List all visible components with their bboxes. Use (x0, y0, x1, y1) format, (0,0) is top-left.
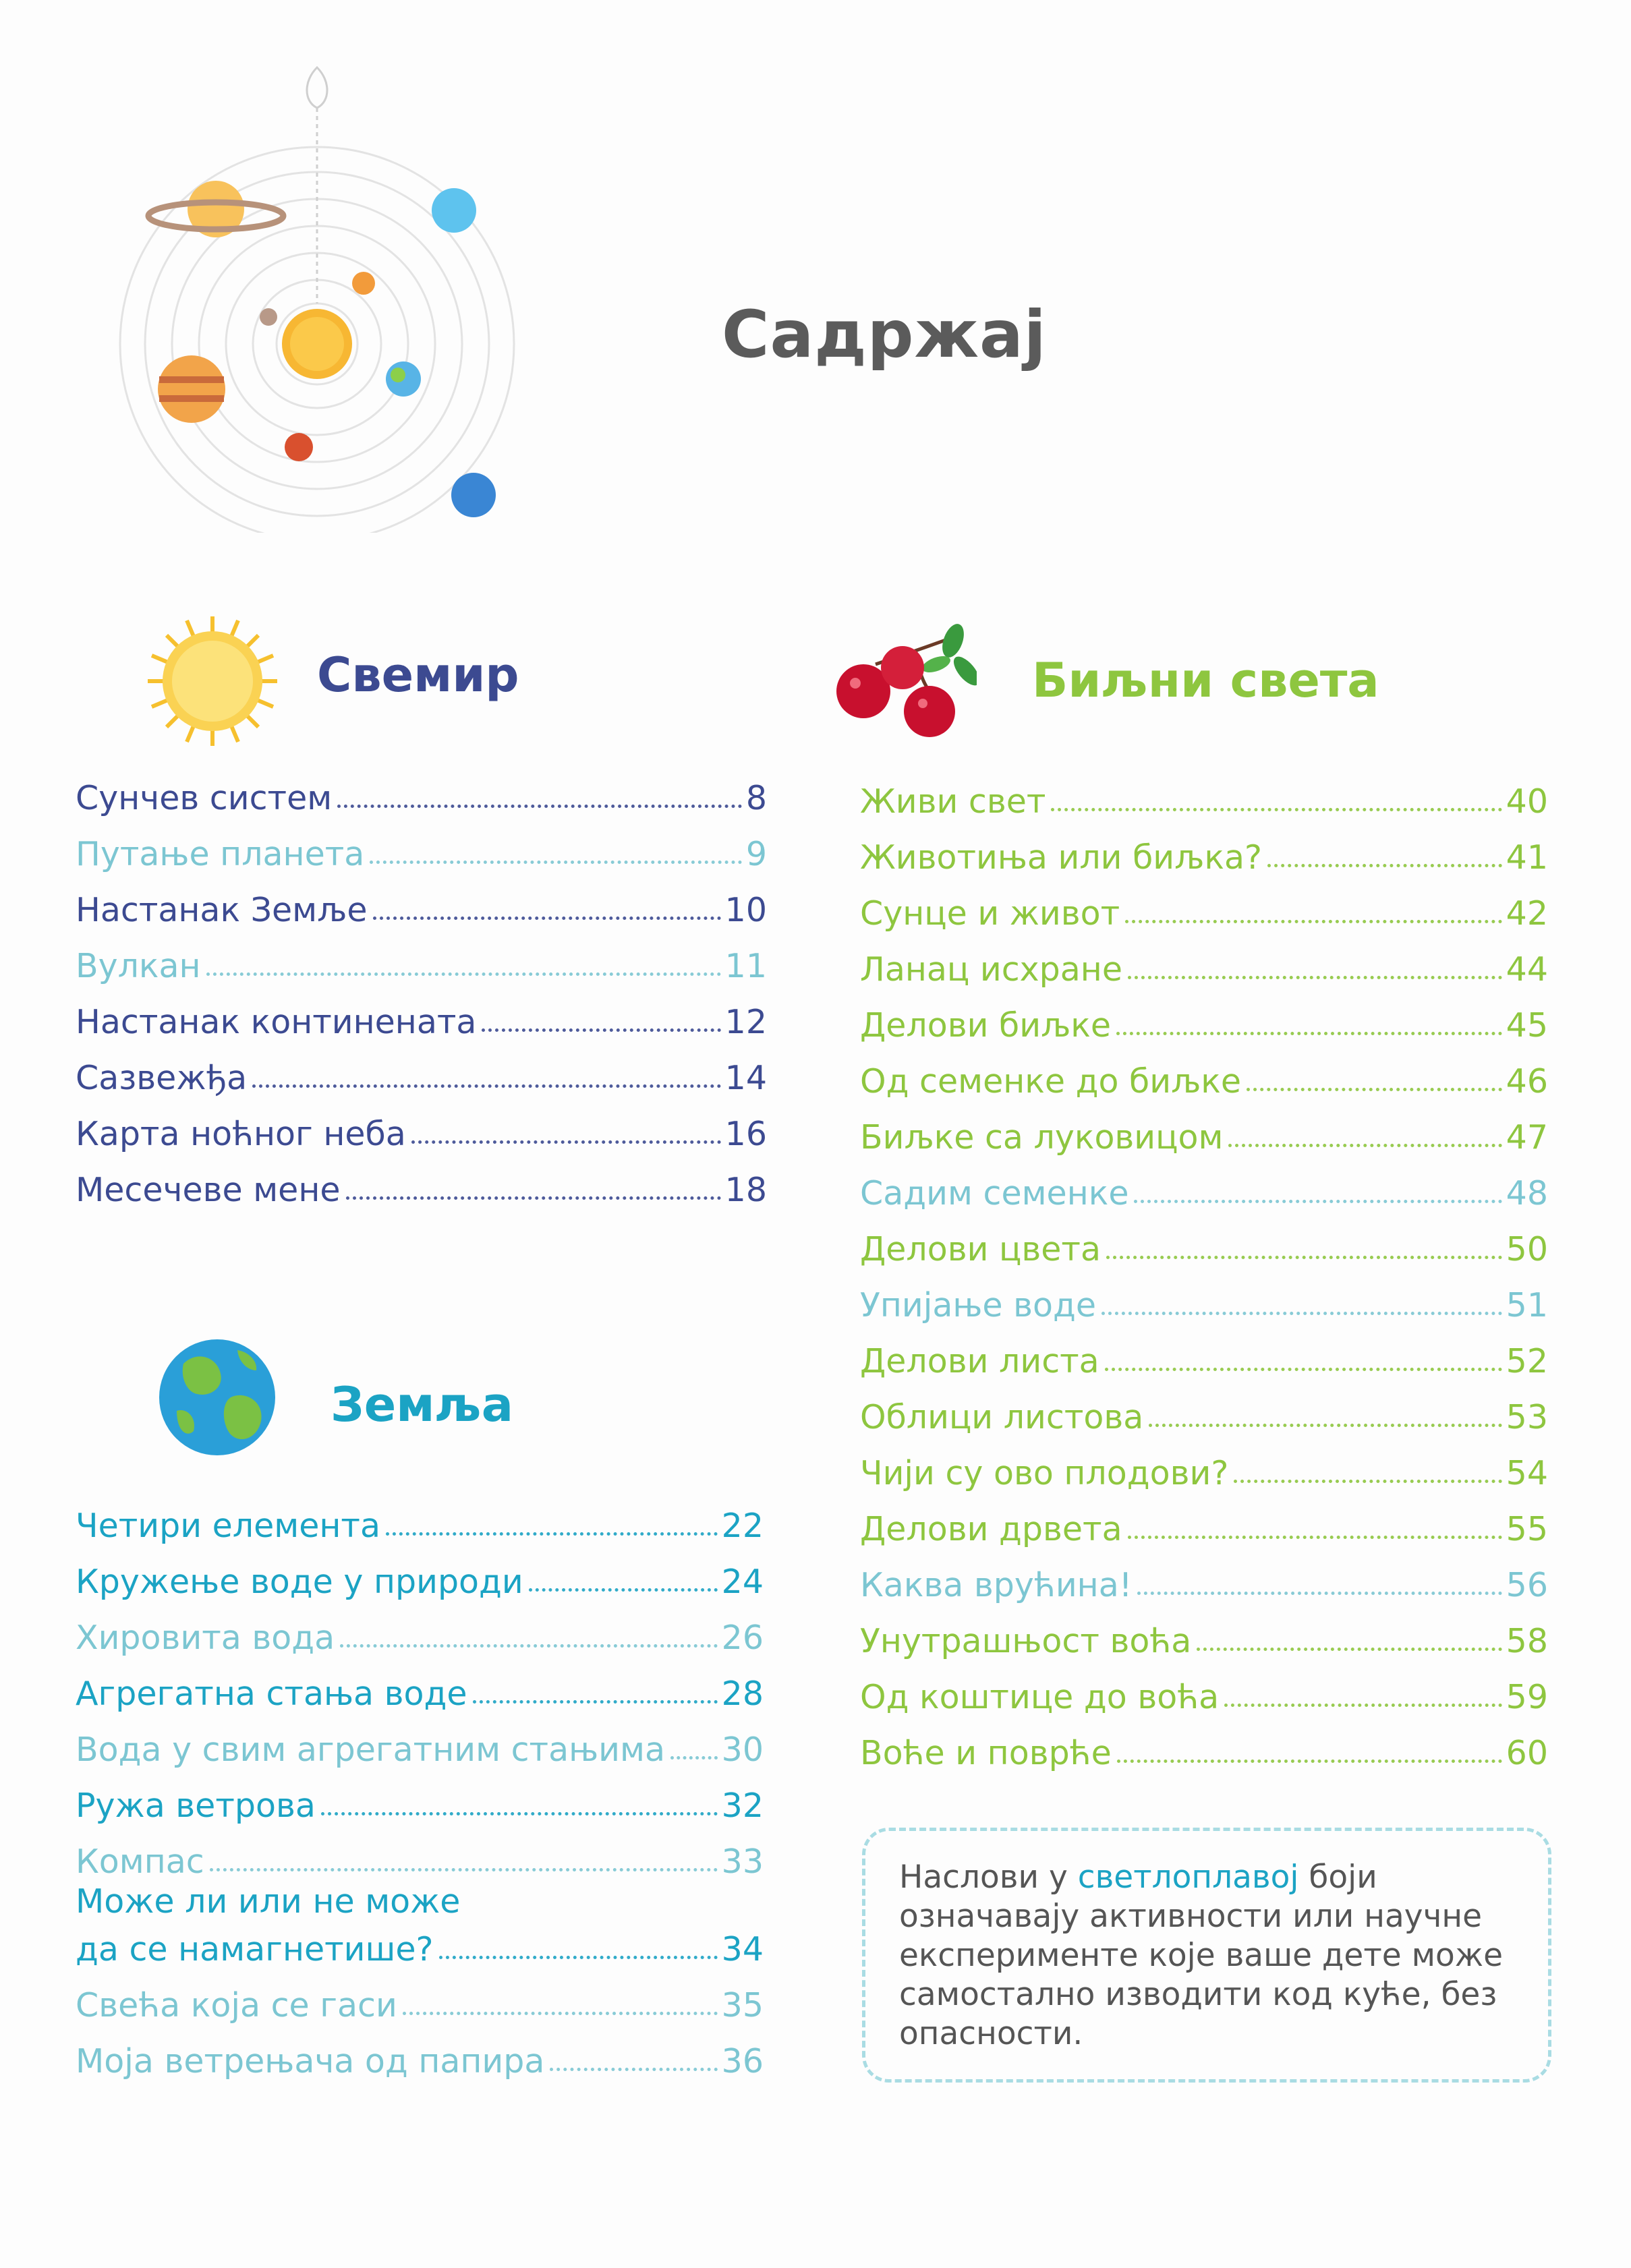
toc-entry-page: 48 (1506, 1174, 1548, 1213)
toc-dot-leader (482, 1028, 720, 1032)
toc-entry[interactable] (76, 1157, 767, 1213)
toc-entry-page: 14 (724, 1059, 767, 1097)
toc-entry[interactable] (860, 937, 1548, 993)
toc-dot-leader (1116, 1032, 1502, 1035)
toc-dot-leader (1247, 1088, 1502, 1091)
note-box (862, 1828, 1551, 2083)
toc-dot-leader (1128, 976, 1502, 979)
toc-entry-page: 35 (721, 1986, 764, 2025)
earth-planet-icon (386, 361, 421, 397)
sun-planet-icon (282, 309, 352, 379)
toc-entry-label: Животиња или биљка? (860, 838, 1262, 877)
toc-entry-label: Делови цвета (860, 1230, 1101, 1269)
toc-dot-leader (346, 1196, 721, 1200)
toc-entry-page: 52 (1506, 1342, 1548, 1380)
toc-entry[interactable] (860, 1105, 1548, 1161)
toc-entry-label: Биљке са луковицом (860, 1118, 1224, 1157)
solar-system-illustration (101, 61, 546, 533)
toc-entry-label: Облици листова (860, 1398, 1144, 1436)
toc-entry-label: Путање планета (76, 835, 365, 873)
toc-entry-page: 44 (1506, 950, 1548, 989)
toc-entry[interactable] (76, 877, 767, 933)
toc-entry[interactable] (76, 1549, 764, 1605)
toc-dot-leader (1134, 1200, 1501, 1203)
toc-entry[interactable] (860, 881, 1548, 937)
toc-entry[interactable] (76, 1605, 764, 1661)
toc-entry-page: 60 (1506, 1734, 1548, 1772)
toc-dot-leader (1106, 1256, 1502, 1259)
toc-entry-label: Свећа која се гаси (76, 1986, 397, 2025)
venus-icon (352, 272, 375, 295)
toc-entry[interactable] (860, 825, 1548, 881)
toc-entry[interactable] (860, 1664, 1548, 1720)
mars-icon (285, 433, 313, 461)
toc-dot-leader (473, 1700, 718, 1704)
toc-entry[interactable] (76, 1773, 764, 1829)
toc-entry-label: Моја ветрењача од папира (76, 2042, 545, 2081)
toc-entry-label: Настанак Земље (76, 891, 368, 929)
toc-dot-leader (386, 1532, 718, 1536)
toc-entry[interactable] (76, 1829, 764, 1885)
toc-entry[interactable] (76, 2029, 764, 2085)
toc-entry-label: Месечеве мене (76, 1171, 341, 1209)
toc-entry-page: 58 (1506, 1622, 1548, 1660)
toc-entry-page: 26 (721, 1619, 764, 1657)
toc-dot-leader (1051, 808, 1501, 811)
toc-entry-page: 55 (1506, 1510, 1548, 1548)
toc-dot-leader (1137, 1592, 1501, 1595)
toc-entry-page: 50 (1506, 1230, 1548, 1269)
toc-dot-leader (1117, 1760, 1502, 1763)
toc-entry-page: 10 (724, 891, 767, 929)
toc-dot-leader (439, 1956, 718, 1959)
toc-entry-label: да се намагнетише? (76, 1930, 434, 1969)
toc-entry-label: Агрегатна стања воде (76, 1675, 467, 1713)
toc-entry-page: 36 (721, 2042, 764, 2081)
plants-section-title: Биљни света (1032, 653, 1379, 708)
earth-section-title: Земља (331, 1377, 514, 1432)
toc-entry[interactable] (76, 1973, 764, 2029)
toc-entry-page: 22 (721, 1507, 764, 1545)
toc-entry-label: Чији су ово плодови? (860, 1454, 1229, 1492)
toc-entry-page: 46 (1506, 1062, 1548, 1101)
toc-dot-leader (1101, 1312, 1502, 1315)
toc-dot-leader (1149, 1424, 1501, 1427)
toc-entry[interactable] (860, 1273, 1548, 1329)
toc-entry[interactable] (76, 933, 767, 989)
note-highlight: светлоплавој (1077, 1859, 1299, 1896)
toc-entry-label: Ружа ветрова (76, 1786, 316, 1825)
toc-entry[interactable] (860, 1720, 1548, 1776)
toc-dot-leader (529, 1588, 718, 1592)
toc-entry-label: Делови листа (860, 1342, 1099, 1380)
toc-entry-page: 16 (724, 1115, 767, 1153)
toc-entry-label: Сунце и живот (860, 894, 1120, 933)
toc-entry[interactable] (860, 1329, 1548, 1385)
toc-entry-label: Хировита вода (76, 1619, 335, 1657)
toc-entry-page: 45 (1506, 1006, 1548, 1045)
toc-entry[interactable] (860, 1496, 1548, 1552)
toc-entry-label: Од коштице до воћа (860, 1678, 1220, 1716)
toc-entry-label: Воће и поврће (860, 1734, 1112, 1772)
earth-globe-icon (156, 1337, 278, 1458)
toc-entry-label-line1: Може ли или не може (76, 1882, 461, 1921)
toc-dot-leader (1105, 1368, 1502, 1371)
toc-entry-label: Од семенке до биљке (860, 1062, 1242, 1101)
toc-entry-label: Живи свет (860, 782, 1046, 821)
toc-entry-label: Упијање воде (860, 1286, 1097, 1325)
toc-entry-page: 30 (721, 1731, 764, 1769)
space-toc-list (76, 765, 767, 1213)
toc-entry[interactable] (860, 1552, 1548, 1608)
toc-entry-page: 42 (1506, 894, 1548, 933)
toc-entry-label: Садим семенке (860, 1174, 1129, 1213)
page-title: Садржај (722, 297, 1047, 372)
toc-entry-page: 24 (721, 1563, 764, 1601)
toc-entry-label: Карта ноћног неба (76, 1115, 406, 1153)
toc-dot-leader (1228, 1144, 1501, 1147)
toc-dot-leader (252, 1084, 721, 1088)
jupiter-icon (158, 355, 225, 423)
toc-entry-page: 12 (724, 1003, 767, 1041)
toc-entry[interactable] (76, 1045, 767, 1101)
toc-entry[interactable] (76, 821, 767, 877)
berries-icon (835, 624, 977, 738)
toc-entry[interactable] (860, 1441, 1548, 1496)
toc-entry[interactable] (76, 1101, 767, 1157)
toc-entry-page: 40 (1506, 782, 1548, 821)
toc-entry[interactable] (76, 1493, 764, 1549)
toc-dot-leader (403, 2012, 718, 2015)
toc-entry[interactable] (76, 1717, 764, 1773)
toc-entry[interactable] (76, 989, 767, 1045)
plants-toc-list (860, 769, 1548, 1776)
toc-entry-page: 33 (721, 1842, 764, 1881)
toc-entry-label: Вода у свим агрегатним стањима (76, 1731, 665, 1769)
toc-entry-page: 51 (1506, 1286, 1548, 1325)
toc-entry-label: Каква врућина! (860, 1566, 1133, 1604)
toc-entry-page: 9 (745, 835, 767, 873)
toc-dot-leader (321, 1812, 718, 1815)
toc-dot-leader (210, 1868, 718, 1871)
toc-dot-leader (411, 1140, 721, 1144)
toc-entry[interactable] (860, 1385, 1548, 1441)
toc-entry-page: 56 (1506, 1566, 1548, 1604)
toc-entry[interactable] (860, 1217, 1548, 1273)
toc-entry-page: 47 (1506, 1118, 1548, 1157)
toc-entry-page: 32 (721, 1786, 764, 1825)
note-text-after: боји означавају активности или научне експерименте које ваше дете може самостално изводити код куће, без опасности. (899, 1859, 1504, 2052)
toc-entry[interactable] (76, 1661, 764, 1717)
toc-entry[interactable] (76, 765, 767, 821)
toc-entry-label: Кружење воде у природи (76, 1563, 523, 1601)
toc-dot-leader (1128, 1536, 1502, 1539)
note-text-before: Наслови у (899, 1859, 1078, 1896)
toc-entry-label: Сунчев систем (76, 779, 333, 817)
toc-entry-label: Вулкан (76, 947, 201, 985)
mercury-icon (260, 308, 277, 326)
toc-entry-page: 54 (1506, 1454, 1548, 1492)
toc-entry[interactable] (860, 1161, 1548, 1217)
toc-entry[interactable] (860, 993, 1548, 1049)
saturn-icon (148, 181, 283, 237)
toc-entry-label: Сазвежђа (76, 1059, 248, 1097)
toc-dot-leader (337, 805, 742, 808)
toc-dot-leader (1234, 1480, 1501, 1483)
toc-entry-label: Компас (76, 1842, 204, 1881)
toc-entry-page: 28 (721, 1675, 764, 1713)
toc-entry-label: Ланац исхране (860, 950, 1122, 989)
toc-dot-leader (370, 861, 742, 864)
toc-entry-page: 11 (724, 947, 767, 985)
toc-dot-leader (550, 2068, 717, 2071)
toc-dot-leader (670, 1756, 718, 1760)
sun-icon (145, 614, 280, 749)
toc-entry-page: 18 (724, 1171, 767, 1209)
toc-entry-page: 41 (1506, 838, 1548, 877)
earth-toc-list (76, 1493, 764, 2085)
toc-dot-leader (206, 972, 721, 976)
toc-dot-leader (1267, 864, 1502, 867)
toc-entry-label: Делови биљке (860, 1006, 1112, 1045)
toc-entry-label: Четири елемента (76, 1507, 380, 1545)
toc-dot-leader (373, 917, 721, 920)
toc-entry-label: Настанак континената (76, 1003, 477, 1041)
toc-entry[interactable] (860, 1608, 1548, 1664)
neptune-icon (451, 473, 496, 517)
toc-dot-leader (1125, 920, 1502, 923)
uranus-icon (432, 188, 476, 233)
toc-entry-label: Унутрашњост воћа (860, 1622, 1192, 1660)
toc-entry[interactable] (860, 1049, 1548, 1105)
toc-entry[interactable] (76, 1882, 764, 1973)
toc-entry[interactable] (860, 769, 1548, 825)
toc-entry-page: 59 (1506, 1678, 1548, 1716)
toc-dot-leader (1224, 1704, 1501, 1707)
toc-entry-page: 34 (721, 1930, 764, 1969)
toc-entry-page: 8 (745, 779, 767, 817)
space-section-title: Свемир (317, 647, 519, 703)
toc-entry-label: Делови дрвета (860, 1510, 1122, 1548)
toc-entry-page: 53 (1506, 1398, 1548, 1436)
toc-dot-leader (1197, 1648, 1501, 1651)
toc-dot-leader (340, 1644, 718, 1648)
